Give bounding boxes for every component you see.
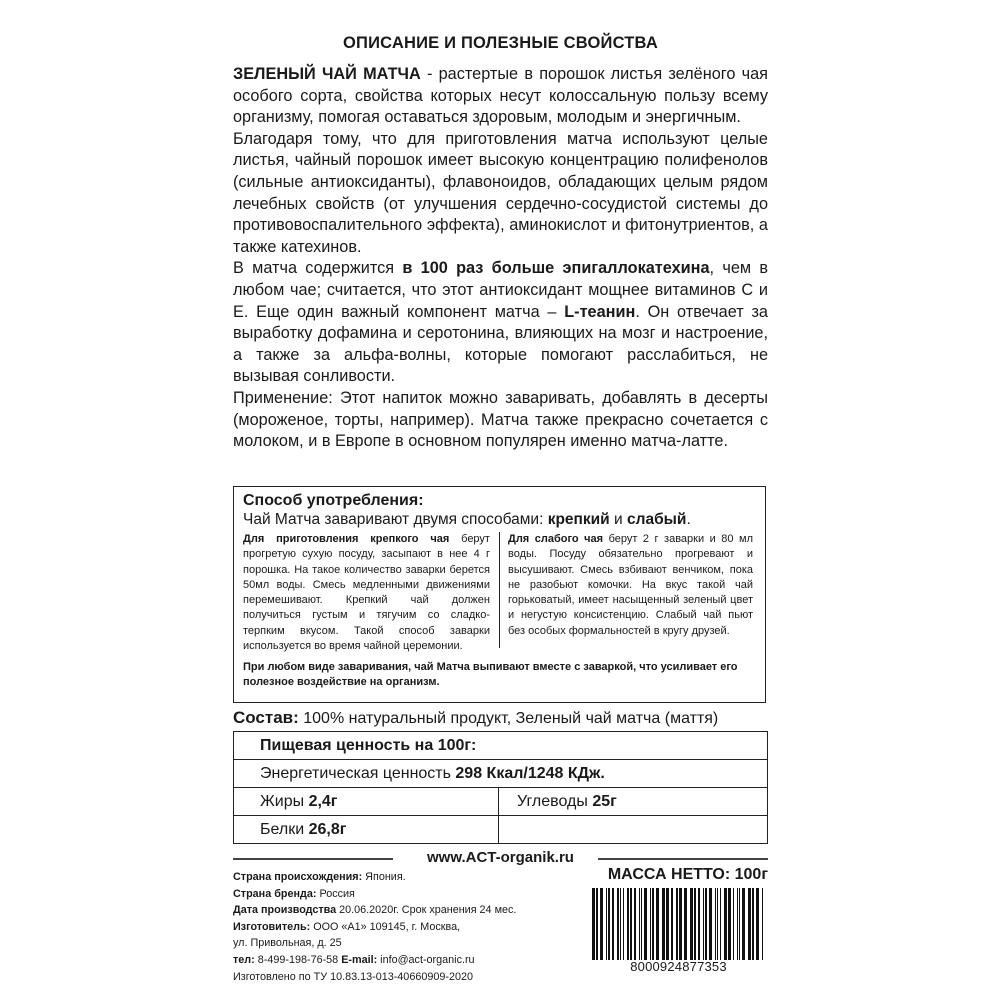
p3-highlight-theanine: L-теанин [564, 302, 636, 321]
usage-box [233, 486, 766, 703]
barcode-bar [600, 888, 603, 960]
barcode-bar [752, 888, 754, 960]
carb-cell [499, 788, 768, 816]
website-divider [233, 848, 768, 868]
p3-highlight-egcg: в 100 раз больше эпигаллокатехина [402, 259, 710, 278]
nutrition-header [234, 732, 768, 760]
address: ул. Привольная, д. 25 [233, 937, 342, 950]
page-title: ОПИСАНИЕ И ПОЛЕЗНЫЕ СВОЙСТВА [343, 34, 658, 52]
description-paragraph-2: Благодаря тому, что для приготовления матча используют целые листья, чайный порошок имеет высокую концентрацию полифенолов (сильные антиоксиданты), флавоноидов, обладающих целым рядом лечебных свойств (от улучшения сердечно-сосудистой системы до противовоспалительного эффекта), аминокислот и фитонутриентов, а также катехинов. [233, 129, 768, 256]
barcode-bar [612, 888, 614, 960]
barcode-bar [639, 888, 640, 960]
product-name: ЗЕЛЕНЫЙ ЧАЙ МАТЧА [233, 65, 421, 83]
barcode-bar [720, 888, 721, 960]
barcode-bar [733, 888, 734, 960]
barcode-bar [656, 888, 659, 960]
barcode-bar [698, 888, 700, 960]
protein-cell [234, 816, 499, 844]
standard: Изготовлено по ТУ 10.83.13-013-40660909-2020 [233, 970, 473, 983]
manufacturer-info [233, 869, 553, 985]
protein-value: 26,8г [308, 820, 347, 838]
weak-tea-heading: Для слабого чая [507, 533, 604, 545]
manufacturer [233, 919, 553, 936]
contacts [233, 952, 553, 969]
usage-subtitle-text: Чай Матча заваривают двумя способами: [243, 511, 548, 528]
barcode-bar [641, 888, 642, 960]
barcode-bar [592, 888, 595, 960]
usage-dot: . [686, 511, 691, 528]
date-value: 20.06.2020г. Срок хранения 24 мес. [336, 904, 517, 917]
description-paragraph-1 [233, 64, 768, 129]
origin-value: Япония. [362, 871, 406, 883]
maker-label: Изготовитель: [233, 920, 311, 933]
barcode-bar [694, 888, 696, 960]
usage-note: При любом виде заваривания, чай Матча выпивают вместе с заваркой, что усиливает его полезное воздействие на организм. [243, 661, 738, 689]
barcode-bar [705, 888, 707, 960]
barcode-bar [762, 888, 763, 960]
barcode-bar [676, 888, 678, 960]
usage-title: Способ употребления: [243, 492, 424, 509]
net-mass: МАССА НЕТТО: 100г [607, 866, 768, 883]
p3-text-b: , чем в любом чае; считается, что этот антиоксидант мощнее витаминов С и Е. Еще один важный компонент матча – [233, 259, 768, 321]
barcode-bar [728, 888, 731, 960]
usage-strong-word: крепкий [547, 511, 610, 528]
date-label: Дата производства [233, 904, 337, 917]
weak-tea-column [499, 532, 755, 648]
description-p1-text: - растертые в порошок листья зелёного чая особого сорта, свойства которых несут колоссальную пользу всему организму, помогая оставаться здоровым, молодым и энергичным. [233, 65, 768, 127]
p3-text-c: . Он отвечает за выработку дофамина и серотонина, влияющих на мозг и настроение, а также за альфа-волны, которые помогают расслабиться, не вызывая сонливости. [233, 302, 768, 386]
description-block [233, 64, 768, 453]
barcode-bar [634, 888, 636, 960]
barcode-bar [630, 888, 632, 960]
barcode-bar [684, 888, 687, 960]
strong-tea-column [243, 532, 499, 653]
website-link[interactable]: www.ACT-organik.ru [421, 849, 580, 866]
fat-value: 2,4г [308, 792, 338, 810]
origin-country [233, 869, 553, 886]
fat-cell [234, 788, 499, 816]
composition [233, 707, 718, 730]
barcode-bar [715, 888, 716, 960]
barcode-bar [742, 888, 745, 960]
email-label: E-mail: [341, 953, 378, 966]
composition-label: Состав: [233, 708, 299, 727]
barcode-bar [756, 888, 759, 960]
barcode-bar [690, 888, 693, 960]
barcode-bar [620, 888, 621, 960]
composition-text: 100% натуральный продукт, Зеленый чай матча (маття) [298, 710, 719, 727]
barcode-bar [709, 888, 712, 960]
website-wrap [233, 848, 768, 868]
barcode-bar [650, 888, 651, 960]
barcode-bar [627, 888, 629, 960]
barcode-bar [608, 888, 610, 960]
production-date [233, 902, 553, 919]
barcode-bar [739, 888, 740, 960]
maker-value: ООО «А1» 109145, г. Москва, [310, 920, 461, 933]
protein-label: Белки [260, 820, 309, 838]
nutrition-table [233, 731, 768, 844]
barcode-bar [679, 888, 682, 960]
usage-weak-word: слабый [627, 511, 687, 528]
barcode-bar [606, 888, 607, 960]
email-value: info@act-organic.ru [377, 953, 475, 966]
barcode [591, 888, 766, 960]
empty-cell [499, 816, 768, 844]
brand-country [233, 886, 553, 903]
origin-label: Страна происхождения: [233, 871, 363, 883]
strong-tea-heading: Для приготовления крепкого чая [243, 533, 450, 545]
barcode-bar [703, 888, 704, 960]
usage-and: и [609, 511, 627, 528]
barcode-bar [596, 888, 598, 960]
brand-value: Россия [316, 887, 355, 900]
usage-subtitle [243, 510, 755, 529]
strong-tea-text: берут прогретую сухую посуду, засыпают в нее 4 г порошка. На такое количество заварки берется 50мл воды. Смесь медленными движениями перемешивают. Крепкий чай должен получиться густым и тягучим со сладко-терпким вкусом. Такой способ заварки используется во время чайной церемонии. [243, 533, 490, 653]
energy-cell [234, 760, 768, 788]
weak-tea-text: берут 2 г заварки и 80 мл воды. Посуду обязательно прогревают и высушивают. Смесь взбивают венчиком, пока не разобьют комочки. На вкус такой чай горьковатый, имеет насыщенный зеленый цвет и негустую консистенцию. Слабый чай пьют без особых формальностей в кругу друзей. [507, 533, 753, 637]
energy-value: 298 Ккал/1248 КДж. [455, 764, 605, 782]
table-row [234, 760, 768, 788]
fat-label: Жиры [260, 792, 309, 810]
table-row [234, 816, 768, 844]
barcode-bar [652, 888, 654, 960]
barcode-bar [666, 888, 669, 960]
usage-columns [243, 532, 755, 653]
carb-value: 25г [592, 792, 617, 810]
energy-label: Энергетическая ценность [260, 764, 456, 782]
barcode-bar [717, 888, 718, 960]
description-paragraph-4: Применение: Этот напиток можно заваривать, добавлять в десерты (мороженое, торты, например). Матча также прекрасно сочетается с молоком, и в Европе в основном популярен именно матча-латте. [233, 388, 768, 451]
nutrition-header-text: Пищевая ценность на 100г: [260, 736, 477, 754]
p3-text-a: В матча содержится [233, 259, 403, 278]
table-row [234, 732, 768, 760]
brand-label: Страна бренда: [233, 887, 317, 900]
tel-value: 8-499-198-76-58 [254, 953, 342, 966]
barcode-bar [617, 888, 619, 960]
barcode-bar [623, 888, 624, 960]
carb-label: Углеводы [517, 792, 593, 810]
barcode-bar [748, 888, 751, 960]
description-paragraph-3 [233, 258, 768, 388]
table-row [234, 788, 768, 816]
barcode-bar [662, 888, 665, 960]
barcode-bar [724, 888, 727, 960]
barcode-bar [737, 888, 738, 960]
tel-label: тел: [233, 953, 255, 966]
barcode-bar [671, 888, 673, 960]
barcode-bar [644, 888, 647, 960]
barcode-number: 8000924877353 [630, 959, 727, 974]
